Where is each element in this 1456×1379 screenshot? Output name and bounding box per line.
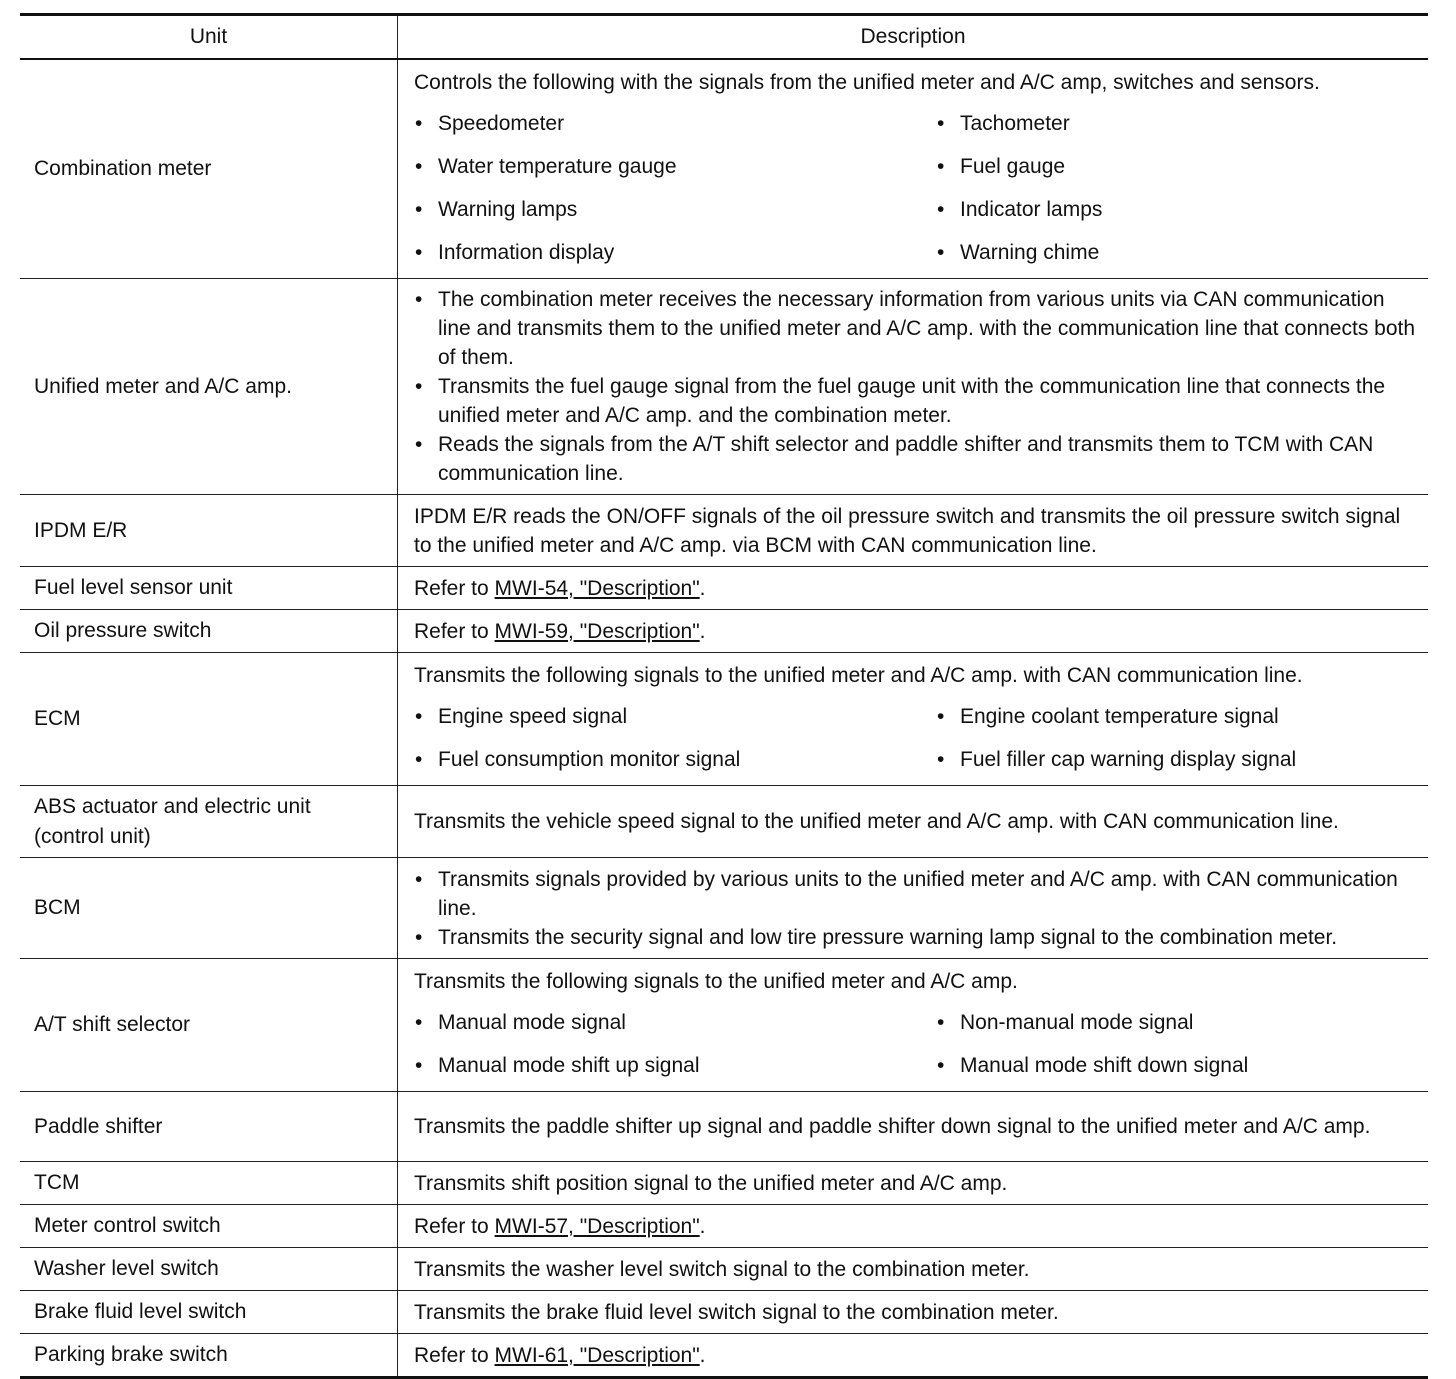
unit-cell: ECM xyxy=(20,653,398,786)
refer-end: . xyxy=(699,619,706,643)
unit-cell: Brake fluid level switch xyxy=(20,1291,398,1334)
unit-cell: ABS actuator and electric unit (control unit) xyxy=(20,786,398,858)
reference-link[interactable]: MWI-57, "Description" xyxy=(494,1214,700,1238)
bullet-list xyxy=(414,865,1418,952)
row-combination-meter xyxy=(20,59,1428,279)
unit-cell: BCM xyxy=(20,858,398,959)
list-item: • Transmits the fuel gauge signal from the fuel gauge unit with the communication line that connects the unified meter and A/C amp. and the combination meter. xyxy=(414,372,1418,430)
list-item: • Fuel filler cap warning display signal xyxy=(936,738,1418,781)
description-intro: Transmits the following signals to the unified meter and A/C amp. with CAN communication line. xyxy=(414,664,1303,687)
list-item: • Manual mode shift down signal xyxy=(936,1044,1418,1087)
list-item: • Information display xyxy=(414,231,936,274)
row-ecm xyxy=(20,653,1428,786)
refer-end: . xyxy=(699,1214,706,1238)
description-cell: Transmits shift position signal to the unified meter and A/C amp. xyxy=(398,1162,1429,1205)
description-cell: Transmits the washer level switch signal to the combination meter. xyxy=(398,1248,1429,1291)
unit-cell: Meter control switch xyxy=(20,1205,398,1248)
list-item: • Reads the signals from the A/T shift selector and paddle shifter and transmits them to TCM with CAN communication line. xyxy=(414,430,1418,488)
list-item: • Fuel gauge xyxy=(936,145,1418,188)
description-cell xyxy=(398,1205,1429,1248)
row-ipdm xyxy=(20,495,1428,567)
list-item: • Indicator lamps xyxy=(936,188,1418,231)
description-cell: Transmits the brake fluid level switch signal to the combination meter. xyxy=(398,1291,1429,1334)
refer-text: Refer to xyxy=(414,619,495,643)
unit-cell: Combination meter xyxy=(20,59,398,279)
list-item: • Warning chime xyxy=(936,231,1418,274)
description-cell xyxy=(398,59,1429,279)
reference-link[interactable]: MWI-61, "Description" xyxy=(494,1343,700,1367)
list-item: • Water temperature gauge xyxy=(414,145,936,188)
unit-cell: Oil pressure switch xyxy=(20,610,398,653)
unit-description-table xyxy=(20,13,1428,1379)
row-paddle-shifter xyxy=(20,1092,1428,1162)
description-cell xyxy=(398,610,1429,653)
unit-cell: Washer level switch xyxy=(20,1248,398,1291)
unit-cell: IPDM E/R xyxy=(20,495,398,567)
unit-cell: A/T shift selector xyxy=(20,959,398,1092)
description-intro: Transmits the following signals to the unified meter and A/C amp. xyxy=(414,970,1018,993)
list-item: • Engine speed signal xyxy=(414,695,936,738)
row-brake-fluid-level-switch xyxy=(20,1291,1428,1334)
signal-list xyxy=(414,695,1418,781)
list-item: • Manual mode shift up signal xyxy=(414,1044,936,1087)
refer-end: . xyxy=(699,576,706,600)
header-unit: Unit xyxy=(20,15,398,60)
bullet-list xyxy=(414,285,1418,488)
header-description: Description xyxy=(398,15,1429,60)
reference-link[interactable]: MWI-54, "Description" xyxy=(494,576,700,600)
row-meter-control-switch xyxy=(20,1205,1428,1248)
list-item: • Engine coolant temperature signal xyxy=(936,695,1418,738)
list-item: • Transmits signals provided by various units to the unified meter and A/C amp. with CAN communication line. xyxy=(414,865,1418,923)
description-cell: Transmits the vehicle speed signal to the unified meter and A/C amp. with CAN communication line. xyxy=(398,786,1429,858)
row-unified-meter xyxy=(20,279,1428,495)
reference-link[interactable]: MWI-59, "Description" xyxy=(494,619,700,643)
row-parking-brake-switch xyxy=(20,1334,1428,1378)
description-cell xyxy=(398,1334,1429,1378)
description-cell: Transmits the paddle shifter up signal and paddle shifter down signal to the unified meter and A/C amp. xyxy=(398,1092,1429,1162)
refer-text: Refer to xyxy=(414,576,495,600)
row-at-shift-selector xyxy=(20,959,1428,1092)
row-bcm xyxy=(20,858,1428,959)
unit-cell: Paddle shifter xyxy=(20,1092,398,1162)
refer-text: Refer to xyxy=(414,1343,495,1367)
list-item: • Warning lamps xyxy=(414,188,936,231)
row-abs-actuator xyxy=(20,786,1428,858)
refer-text: Refer to xyxy=(414,1214,495,1238)
row-washer-level-switch xyxy=(20,1248,1428,1291)
table-header-row xyxy=(20,15,1428,60)
unit-cell: Unified meter and A/C amp. xyxy=(20,279,398,495)
unit-cell: Fuel level sensor unit xyxy=(20,567,398,610)
row-oil-pressure-switch xyxy=(20,610,1428,653)
list-item: • Speedometer xyxy=(414,102,936,145)
description-cell xyxy=(398,653,1429,786)
unit-cell: Parking brake switch xyxy=(20,1334,398,1378)
row-fuel-level-sensor xyxy=(20,567,1428,610)
description-cell: IPDM E/R reads the ON/OFF signals of the oil pressure switch and transmits the oil pressure switch signal to the unified meter and A/C amp. via BCM with CAN communication line. xyxy=(398,495,1429,567)
list-item: • Transmits the security signal and low tire pressure warning lamp signal to the combination meter. xyxy=(414,923,1418,952)
signal-list xyxy=(414,102,1418,274)
list-item: • Manual mode signal xyxy=(414,1001,936,1044)
description-cell xyxy=(398,959,1429,1092)
description-cell xyxy=(398,279,1429,495)
signal-list xyxy=(414,1001,1418,1087)
list-item: • Tachometer xyxy=(936,102,1418,145)
list-item: • The combination meter receives the necessary information from various units via CAN communication line and transmits them to the unified meter and A/C amp. with the communication line that connects both of them. xyxy=(414,285,1418,372)
list-item: • Non-manual mode signal xyxy=(936,1001,1418,1044)
description-intro: Controls the following with the signals from the unified meter and A/C amp, switches and sensors. xyxy=(414,71,1320,94)
description-cell xyxy=(398,567,1429,610)
refer-end: . xyxy=(699,1343,706,1367)
unit-cell: TCM xyxy=(20,1162,398,1205)
description-cell xyxy=(398,858,1429,959)
list-item: • Fuel consumption monitor signal xyxy=(414,738,936,781)
row-tcm xyxy=(20,1162,1428,1205)
